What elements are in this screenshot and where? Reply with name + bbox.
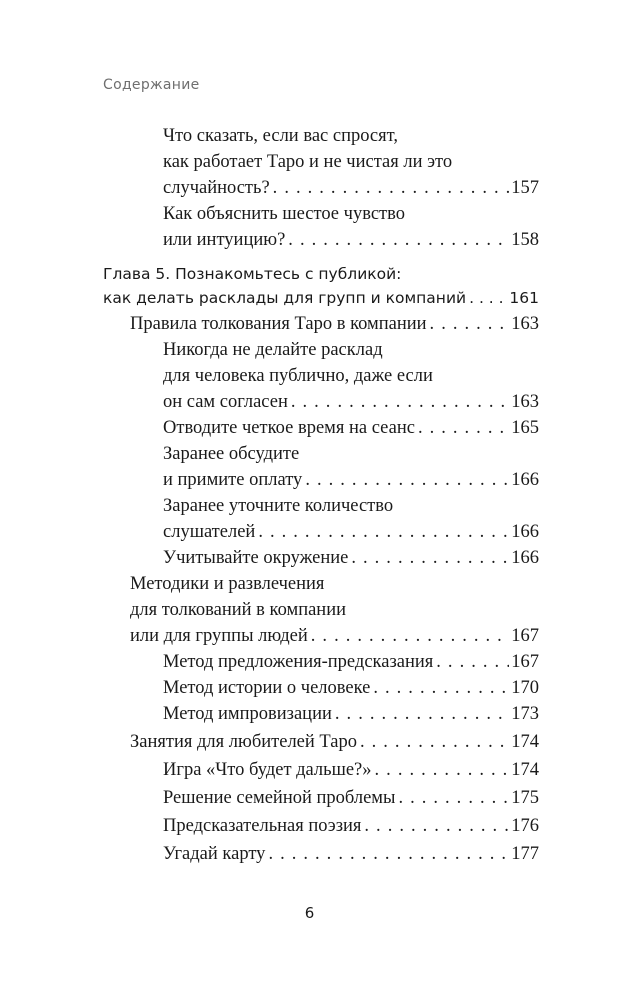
toc-entry-line: Никогда не делайте расклад (163, 340, 383, 360)
toc-entry-last-line[interactable] (163, 546, 539, 570)
toc-entry-title: Метод предложения-предсказания (163, 652, 434, 672)
toc-entry-title: Учитывайте окружение (163, 548, 349, 568)
toc-entry-last-line[interactable] (130, 312, 539, 336)
toc-entry-title: он сам согласен (163, 392, 288, 412)
toc-entry-last-line[interactable] (163, 702, 539, 726)
toc-entry-last-line[interactable] (163, 676, 539, 700)
dot-leader (430, 312, 510, 336)
toc-page-number: 165 (511, 418, 539, 438)
toc-entry-title: Решение семейной проблемы (163, 788, 396, 808)
toc-page-number: 158 (511, 230, 539, 250)
toc-entry-line: Что сказать, если вас спросят, (163, 126, 398, 146)
dot-leader (469, 286, 507, 310)
dot-leader (351, 546, 509, 570)
toc-page-number: 175 (511, 788, 539, 808)
dot-leader (375, 758, 510, 782)
toc-entry-title: Занятия для любителей Таро (130, 732, 357, 752)
toc-page-number: 173 (511, 704, 539, 724)
toc-entry-last-line[interactable] (163, 390, 539, 414)
toc-entry-last-line[interactable] (130, 730, 539, 754)
dot-leader (291, 390, 509, 414)
dot-leader (311, 624, 509, 648)
toc-entry-last-line[interactable] (130, 624, 539, 648)
toc-entry-line: Заранее обсудите (163, 444, 300, 464)
toc-page-number: 163 (511, 392, 539, 412)
toc-entry-last-line[interactable] (163, 468, 539, 492)
toc-page-number: 167 (511, 652, 539, 672)
toc-page-number: 176 (511, 816, 539, 836)
toc-entry-title: и примите оплату (163, 470, 303, 490)
dot-leader (273, 176, 510, 200)
toc-entry-last-line[interactable] (163, 176, 539, 200)
toc-page-number: 174 (511, 732, 539, 752)
toc-entry-last-line[interactable] (163, 650, 539, 674)
dot-leader (335, 702, 509, 726)
toc-entry-title: Метод истории о человеке (163, 678, 371, 698)
toc-entry-line: Методики и развлечения (130, 574, 325, 594)
toc-entry-line: Как объяснить шестое чувство (163, 204, 405, 224)
toc-page-number: 170 (511, 678, 539, 698)
toc-entry-title: случайность? (163, 178, 270, 198)
toc-entry-line: для человека публично, даже если (163, 366, 433, 386)
chapter-title-last-line[interactable] (103, 286, 539, 310)
running-head: Содержание (103, 77, 200, 93)
dot-leader (268, 842, 509, 866)
toc-page-number: 163 (511, 314, 539, 334)
toc-entry-last-line[interactable] (163, 758, 539, 782)
toc-entry-title: Игра «Что будет дальше?» (163, 760, 372, 780)
toc-page-number: 157 (511, 178, 539, 198)
toc-entry-last-line[interactable] (163, 228, 539, 252)
dot-leader (373, 676, 509, 700)
toc-page-number: 177 (511, 844, 539, 864)
chapter-title: как делать расклады для групп и компаний (103, 289, 467, 307)
toc-page-number: 166 (511, 470, 539, 490)
dot-leader (305, 468, 509, 492)
toc-entry-title: Метод импровизации (163, 704, 332, 724)
toc-page-number: 166 (511, 522, 539, 542)
dot-leader (258, 520, 509, 544)
toc-entry-last-line[interactable] (163, 520, 539, 544)
toc-entry-last-line[interactable] (163, 842, 539, 866)
chapter-title-line: Глава 5. Познакомьтесь с публикой: (103, 265, 402, 283)
toc-entry-last-line[interactable] (163, 786, 539, 810)
toc-entry-title: или интуицию? (163, 230, 286, 250)
toc-entry-title: Предсказательная поэзия (163, 816, 362, 836)
toc-entry-line: как работает Таро и не чистая ли это (163, 152, 453, 172)
toc-entry-line: Заранее уточните количество (163, 496, 394, 516)
toc-entry-title: Отводите четкое время на сеанс (163, 418, 415, 438)
dot-leader (360, 730, 509, 754)
toc-page-number: 161 (509, 289, 539, 307)
toc-entry-line: для толкований в компании (130, 600, 347, 620)
toc-page-number: 166 (511, 548, 539, 568)
toc-entry-last-line[interactable] (163, 416, 539, 440)
toc-entry-title: или для группы людей (130, 626, 308, 646)
toc-entry-last-line[interactable] (163, 814, 539, 838)
dot-leader (288, 228, 509, 252)
dot-leader (364, 814, 509, 838)
page-number: 6 (304, 904, 315, 922)
toc-entry-title: Правила толкования Таро в компании (130, 314, 427, 334)
dot-leader (418, 416, 509, 440)
toc-entry-title: слушателей (163, 522, 256, 542)
toc-entry-title: Угадай карту (163, 844, 266, 864)
dot-leader (436, 650, 509, 674)
dot-leader (398, 786, 509, 810)
toc-page-number: 174 (511, 760, 539, 780)
toc-page-number: 167 (511, 626, 539, 646)
